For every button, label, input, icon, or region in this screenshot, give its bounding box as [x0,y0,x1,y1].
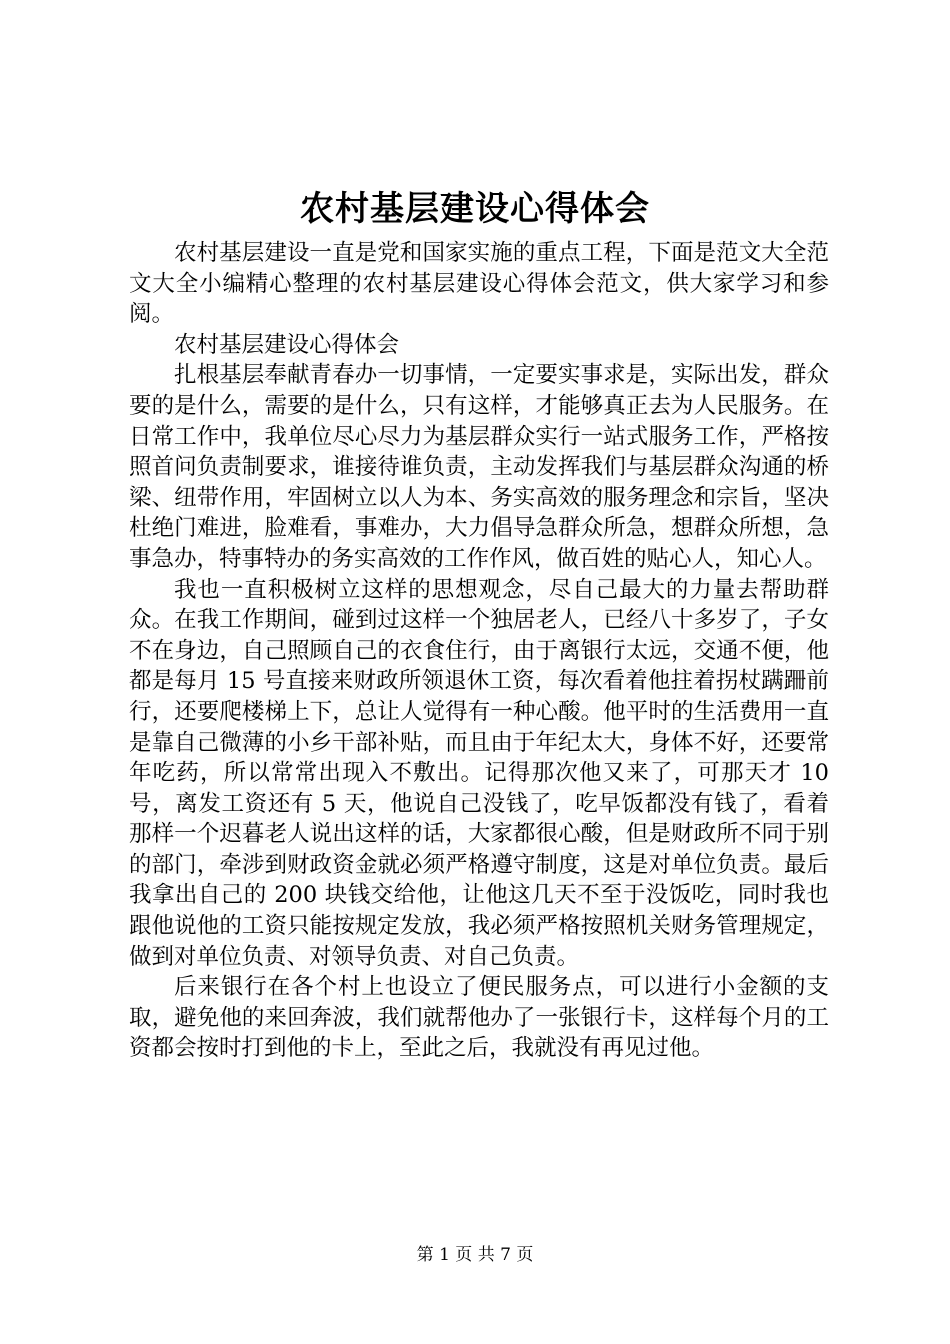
paragraph-bank-card: 后来银行在各个村上也设立了便民服务点，可以进行小金额的支取，避免他的来回奔波，我们就帮他办了一张银行卡，这样每个月的工资都会按时打到他的卡上，至此之后，我就没有再见过他。 [129,974,829,1062]
page-number-footer: 第 1 页 共 7 页 [416,1245,534,1265]
paragraph-subtitle: 农村基层建设心得体会 [174,331,400,358]
paragraph-elderly-story: 我也一直积极树立这样的思想观念，尽自己最大的力量去帮助群众。在我工作期间，碰到过这样一个独居老人，已经八十多岁了，子女不在身边，自己照顾自己的衣食住行，由于离银行太远，交通不便，他都是每月 15 号直接来财政所领退休工资，每次看着他拄着拐杖蹒跚前行，还要爬楼梯上下，总让人觉得有一种心酸。他平时的生活费用一直是靠自己微薄的小乡干部补贴，而且由于年纪太大，身体不好，还要常年吃药，所以常常出现入不敷出。记得那次他又来了，可那天才 10 号，离发工资还有 5 天，他说自己没钱了，吃早饭都没有钱了，看着那样一个迟暮老人说出这样的话，大家都很心酸，但是财政所不同于别的部门，牵涉到财政资金就必须严格遵守制度，这是对单位负责。最后我拿出自己的 200 块钱交给他，让他这几天不至于没饭吃，同时我也跟他说他的工资只能按规定发放，我必须严格按照机关财务管理规定，做到对单位负责、对领导负责、对自己负责。 [129,576,829,970]
document-title: 农村基层建设心得体会 [300,189,650,229]
document-body [129,238,829,1064]
paragraph-intro: 农村基层建设一直是党和国家实施的重点工程，下面是范文大全范文大全小编精心整理的农村基层建设心得体会范文，供大家学习和参阅。 [129,240,829,328]
paragraph-rooted-in-grassroots: 扎根基层奉献青春办一切事情，一定要实事求是，实际出发，群众要的是什么，需要的是什么，只有这样，才能够真正去为人民服务。在日常工作中，我单位尽心尽力为基层群众实行一站式服务工作，严格按照首问负责制要求，谁接待谁负责，主动发挥我们与基层群众沟通的桥梁、纽带作用，牢固树立以人为本、务实高效的服务理念和宗旨，坚决杜绝门难进，脸难看，事难办，大力倡导急群众所急，想群众所想，急事急办，特事特办的务实高效的工作作风，做百姓的贴心人，知心人。 [129,362,829,572]
